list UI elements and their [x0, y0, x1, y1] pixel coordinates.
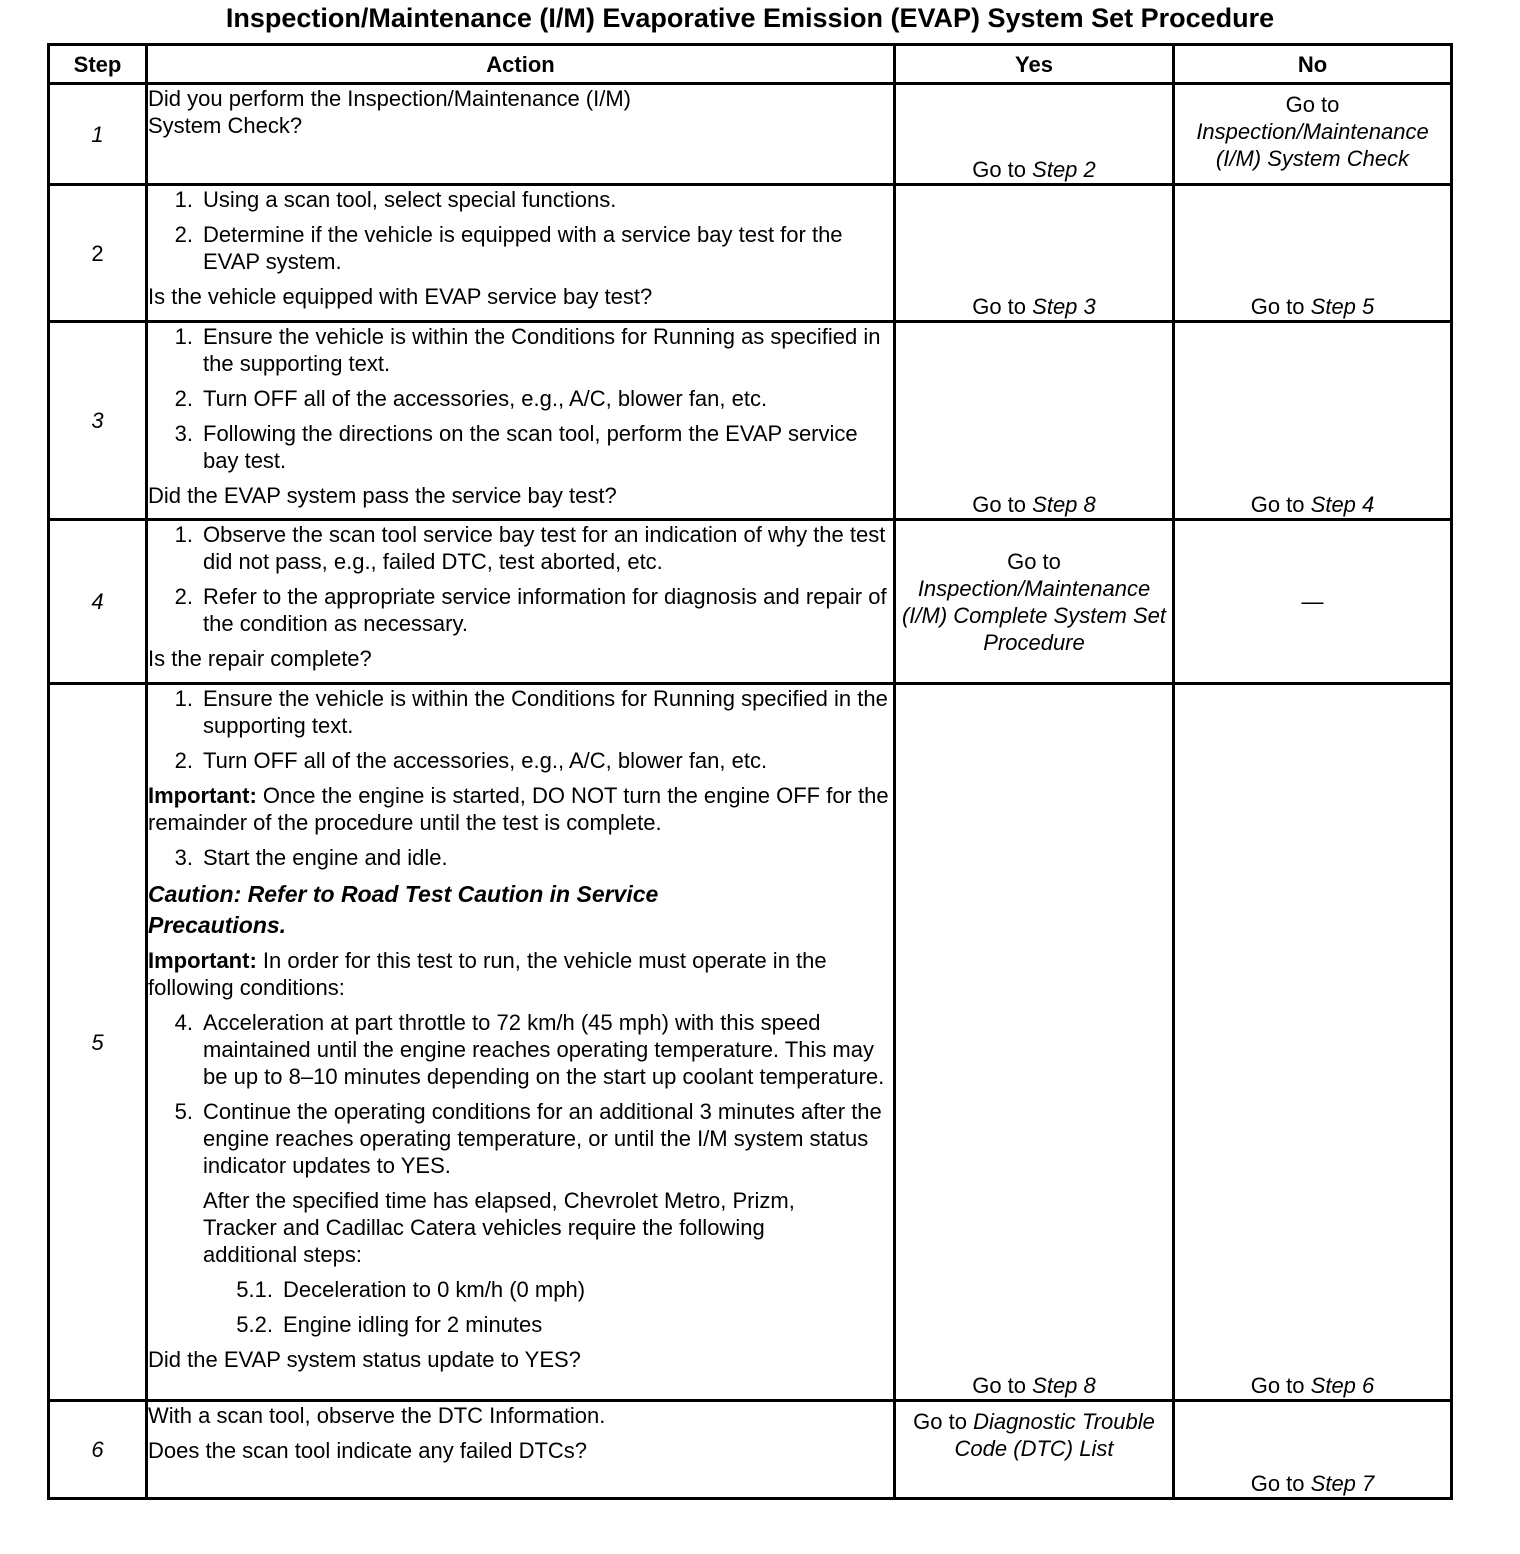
no-prefix: Go to	[1250, 1373, 1305, 1398]
list-item	[148, 221, 893, 275]
table-row	[49, 684, 1452, 1401]
item-number: 3.	[174, 421, 193, 446]
table-row	[49, 84, 1452, 185]
no-ref: Step 6	[1310, 1373, 1375, 1398]
question-text: Is the vehicle equipped with EVAP service bay test?	[148, 284, 653, 309]
table-row	[49, 322, 1452, 520]
yes-ref: Step 2	[1032, 157, 1096, 182]
yes-ref: Step 8	[1032, 492, 1096, 517]
caution-note: Caution: Refer to Road Test Caution in Service Precautions.	[148, 881, 659, 938]
item-number: 1.	[174, 522, 193, 547]
yes-ref: Inspection/Maintenance (I/M) Complete System Set Procedure	[901, 575, 1167, 655]
item-number: 2.	[174, 584, 193, 609]
action-cell	[147, 684, 895, 1401]
no-prefix: Go to	[1285, 92, 1340, 117]
header-row	[49, 45, 1452, 84]
step-number: 5	[49, 684, 147, 1401]
yes-prefix: Go to	[972, 157, 1027, 182]
item-number: 4.	[174, 1010, 193, 1035]
item-number: 5.1.	[236, 1277, 273, 1302]
item-text: Turn OFF all of the accessories, e.g., A/C, blower fan, etc.	[203, 748, 768, 773]
item-text: Following the directions on the scan tool, perform the EVAP service bay test.	[203, 421, 858, 473]
list-item	[148, 1098, 893, 1179]
action-cell	[147, 322, 895, 520]
yes-cell	[895, 684, 1174, 1401]
item-text: Ensure the vehicle is within the Conditions for Running as specified in the supporting text.	[203, 324, 881, 376]
question-text: Did you perform the Inspection/Maintenance (I/M) System Check?	[148, 86, 632, 138]
list-item	[148, 186, 893, 213]
no-value: —	[1301, 589, 1324, 614]
action-cell	[147, 520, 895, 684]
header-no: No	[1174, 45, 1452, 84]
action-cell	[147, 185, 895, 322]
item-text: Turn OFF all of the accessories, e.g., A/C, blower fan, etc.	[203, 386, 768, 411]
no-prefix: Go to	[1250, 294, 1305, 319]
table-row	[49, 1401, 1452, 1499]
yes-prefix: Go to	[972, 492, 1027, 517]
no-ref: Inspection/Maintenance (I/M) System Check	[1196, 119, 1429, 171]
yes-cell	[895, 520, 1174, 684]
item-text: Using a scan tool, select special functions.	[203, 187, 617, 212]
list-item	[148, 583, 893, 637]
instruction-text: With a scan tool, observe the DTC Information.	[148, 1403, 606, 1428]
yes-cell	[895, 1401, 1174, 1499]
item-text: Determine if the vehicle is equipped with a service bay test for the EVAP system.	[203, 222, 843, 274]
item-text: Ensure the vehicle is within the Conditions for Running specified in the supporting text.	[203, 686, 888, 738]
important-text: Once the engine is started, DO NOT turn the engine OFF for the remainder of the procedure until the test is complete.	[148, 783, 889, 835]
important-label: Important:	[148, 948, 257, 973]
list-item	[148, 747, 893, 774]
no-ref: Step 4	[1310, 492, 1375, 517]
list-item	[148, 385, 893, 412]
sub-list-item	[148, 1311, 893, 1338]
yes-cell	[895, 84, 1174, 185]
list-item	[148, 420, 893, 474]
yes-ref: Diagnostic Trouble Code (DTC) List	[954, 1409, 1155, 1461]
no-cell	[1174, 520, 1452, 684]
yes-ref: Step 3	[1032, 294, 1096, 319]
item-text: Deceleration to 0 km/h (0 mph)	[283, 1277, 586, 1302]
yes-prefix: Go to	[1007, 548, 1061, 574]
header-action: Action	[147, 45, 895, 84]
item-number: 1.	[174, 686, 193, 711]
step-number: 4	[49, 520, 147, 684]
item-text: Acceleration at part throttle to 72 km/h (45 mph) with this speed maintained until the engine reaches operating temperature. This may be up to 8–10 minutes depending on the start up coolant temperature.	[203, 1010, 885, 1089]
item-number: 1.	[174, 324, 193, 349]
question-text: Does the scan tool indicate any failed DTCs?	[148, 1438, 588, 1463]
no-cell	[1174, 322, 1452, 520]
yes-cell	[895, 185, 1174, 322]
table-row	[49, 520, 1452, 684]
item-number: 2.	[174, 748, 193, 773]
no-cell	[1174, 84, 1452, 185]
action-cell	[147, 84, 895, 185]
yes-prefix: Go to	[972, 1373, 1027, 1398]
action-cell	[147, 1401, 895, 1499]
item-number: 3.	[174, 845, 193, 870]
procedure-table	[47, 43, 1453, 1500]
step-number: 2	[49, 185, 147, 322]
header-yes: Yes	[895, 45, 1174, 84]
important-text: In order for this test to run, the vehicle must operate in the following conditions:	[148, 948, 827, 1000]
list-item	[148, 521, 893, 575]
question-text: Did the EVAP system status update to YES?	[148, 1347, 581, 1372]
item-text: Observe the scan tool service bay test for an indication of why the test did not pass, e.g., failed DTC, test aborted, etc.	[203, 522, 886, 574]
step-number: 6	[49, 1401, 147, 1499]
no-cell	[1174, 185, 1452, 322]
item-number: 5.2.	[236, 1312, 273, 1337]
item-number: 2.	[174, 386, 193, 411]
header-step: Step	[49, 45, 147, 84]
additional-steps-note: After the specified time has elapsed, Chevrolet Metro, Prizm, Tracker and Cadillac Catera vehicles require the following additional steps:	[203, 1188, 795, 1267]
item-text: Engine idling for 2 minutes	[283, 1312, 543, 1337]
item-text: Start the engine and idle.	[203, 845, 448, 870]
no-ref: Step 7	[1310, 1471, 1375, 1496]
no-prefix: Go to	[1250, 1471, 1305, 1496]
list-item	[148, 844, 893, 871]
question-text: Is the repair complete?	[148, 646, 372, 671]
item-number: 1.	[174, 187, 193, 212]
yes-cell	[895, 322, 1174, 520]
yes-ref: Step 8	[1032, 1373, 1096, 1398]
item-number: 2.	[174, 222, 193, 247]
no-prefix: Go to	[1250, 492, 1305, 517]
list-item	[148, 685, 893, 739]
no-cell	[1174, 1401, 1452, 1499]
important-note	[148, 782, 893, 836]
list-item	[148, 1009, 893, 1090]
no-cell	[1174, 684, 1452, 1401]
list-item	[148, 323, 893, 377]
question-text: Did the EVAP system pass the service bay test?	[148, 483, 617, 508]
page-title: Inspection/Maintenance (I/M) Evaporative Emission (EVAP) System Set Procedure	[225, 3, 1275, 33]
important-note	[148, 947, 893, 1001]
item-text: Continue the operating conditions for an additional 3 minutes after the engine reaches operating temperature, or until the I/M system status indicator updates to YES.	[203, 1099, 882, 1178]
step-number: 3	[49, 322, 147, 520]
step-number: 1	[49, 84, 147, 185]
item-text: Refer to the appropriate service information for diagnosis and repair of the condition as necessary.	[203, 584, 887, 636]
item-number: 5.	[174, 1099, 193, 1124]
important-label: Important:	[148, 783, 257, 808]
sub-list-item	[148, 1276, 893, 1303]
table-row	[49, 185, 1452, 322]
yes-prefix: Go to	[972, 294, 1027, 319]
yes-prefix: Go to	[913, 1409, 967, 1434]
no-ref: Step 5	[1310, 294, 1375, 319]
